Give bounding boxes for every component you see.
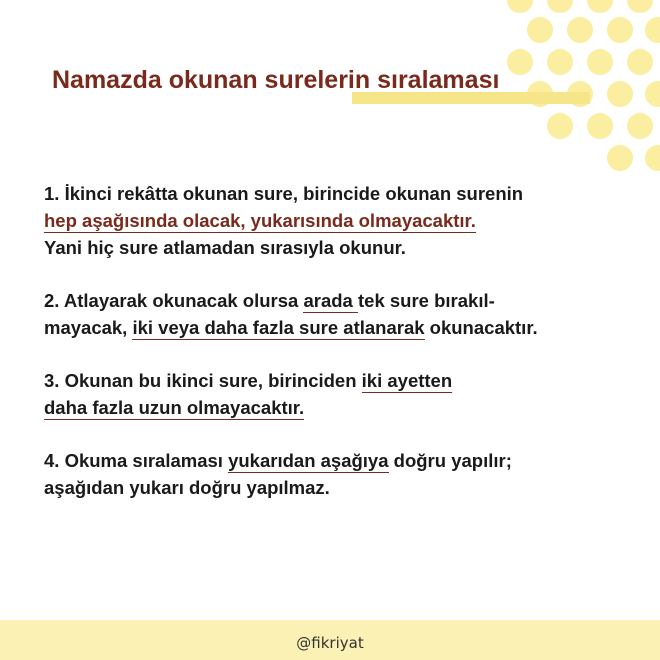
underlined-phrase: hep aşağısında olacak, yukarısında olmayacaktır. [44, 210, 476, 231]
author-handle: @fikriyat [296, 634, 364, 652]
list-item: 1. İkinci rekâtta okunan sure, birincide okunan surenin hep aşağısında olacak, yukarısında olmayacaktır. Yani hiç sure atlamadan sırasıyla okunur. [44, 183, 524, 258]
list-item: 4. Okuma sıralaması yukarıdan aşağıya doğru yapılır; aşağıdan yukarı doğru yapılmaz. [44, 450, 512, 498]
underlined-phrase: iki veya daha fazla sure atlanarak [132, 317, 425, 338]
underlined-phrase: daha fazla uzun olmayacaktır. [44, 397, 305, 418]
content-body [44, 180, 634, 527]
page-title: Namazda okunan surelerin sıralaması [52, 66, 500, 94]
underlined-phrase: iki ayetten [361, 370, 453, 391]
list-item: 2. Atlayarak okunacak olursa arada tek sure bırakıl- mayacak, iki veya daha fazla sure atlanarak okunacaktır. [44, 290, 538, 338]
underlined-phrase: yukarıdan aşağıya [228, 450, 389, 471]
underlined-phrase: arada [303, 290, 358, 311]
list-item: 3. Okunan bu ikinci sure, birinciden iki ayetten daha fazla uzun olmayacaktır. [44, 370, 453, 418]
